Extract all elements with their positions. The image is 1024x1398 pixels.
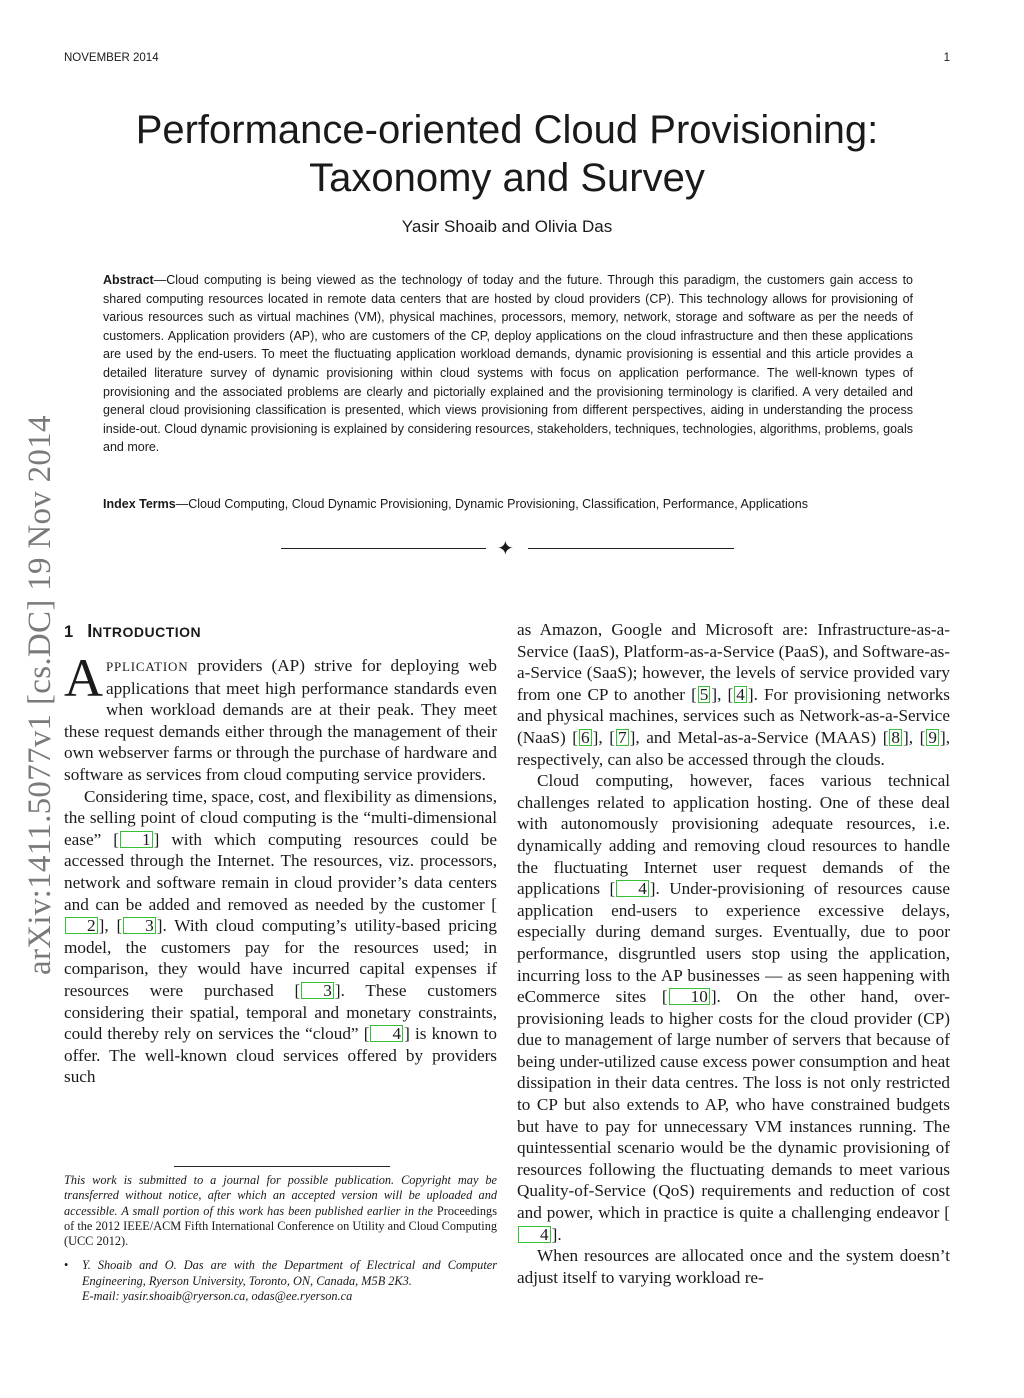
author-emails: E-mail: yasir.shoaib@ryerson.ca, odas@ee.ryerson.ca: [82, 1289, 353, 1304]
citation-link[interactable]: 1: [120, 831, 153, 848]
bullet-icon: •: [64, 1258, 69, 1273]
paragraph-text: with which computing resources could be accessed through the Internet. The resources, viz. processors, network and software remain in cloud provider’s data centers and can be added and removed as needed by the customer: [64, 829, 497, 914]
paragraph: Considering time, space, cost, and flexibility as dimensions, the selling point of cloud computing is the “multi-dimensional ease” [ 1 ] with which computing resources could be accessed through the Internet. The resources, viz. processors, network and software remain in cloud provider’s data centers and can be added and removed as needed by the customer [2 ], [ 3 ]. With cloud computing’s utility-based pricing model, the customers pay for the resources used; in comparison, they would have incurred capital expenses if resources were purchased [ 3 ]. These customers considering their spatial, temporal and monetary constraints, could thereby rely on services the “cloud” [ 4 ] is known to offer. The well-known cloud services offered by providers such: [64, 786, 497, 1087]
citation-link[interactable]: 8: [891, 727, 901, 747]
paragraph: Cloud computing, however, faces various technical challenges related to application hosting. One of these deal with autonomously provisioning adequate resources, i.e. dynamically adding and removing cloud resources to handle the fluctuating Internet user request demands of the applications [ 4 ]. Under-provisioning of resources cause application end-users to experience excessive delays, especially during demand surges. Eventually, due to poor performance, disgruntled users stop using the application, incurring loss to the AP businesses — as seen happening with eCommerce sites [ 10 ]. On the other hand, over-provisioning leads to higher costs for the cloud provider (CP) due to management of large number of servers that because of being under-utilized cause excess power consumption and heat dissipation in their data centres. The loss is not only restricted to CP but also extends to AP, who have constrained budgets but have to pay for unnecessary VM instances running. The quintessential scenario would be the dynamic provisioning of resources following the fluctuating demands to meet various Quality-of-Service (QoS) requirements and reduction of cost and power, which in practice is quite a challenging endeavor [4 ].: [517, 771, 951, 1244]
section-title-initial: I: [87, 621, 93, 641]
citation-link[interactable]: 3: [123, 917, 156, 934]
section-title-rest: NTRODUCTION: [92, 624, 202, 640]
small-caps-lead: PPLICATION: [106, 659, 189, 674]
drop-cap: A: [64, 648, 103, 708]
citation-link[interactable]: 6: [581, 727, 590, 747]
paragraph-text: . Under-provisioning of resources cause application end-users to experience excessive delays, especially during demand surges. Eventually, due to poor performance, disgruntled users stop using the application, incurring loss to the AP businesses — as seen happening with eCommerce sites: [517, 879, 950, 1007]
abstract: [103, 271, 913, 457]
paragraph-text: Considering time, space, cost, and flexibility as dimensions, the selling point of cloud computing is the “multi-dimensional ease”: [64, 786, 497, 849]
citation-link[interactable]: 9: [928, 727, 937, 747]
divider-rule-left: [281, 548, 486, 549]
title-line-1: Performance-oriented Cloud Provisioning:: [135, 108, 879, 152]
paragraph-text: ,: [598, 727, 610, 747]
section-divider: [0, 538, 1024, 560]
citation-link[interactable]: 10: [669, 988, 710, 1005]
paragraph: [517, 1245, 950, 1288]
paragraph-text: . On the other hand, over-provisioning leads to higher costs for the cloud provider (CP) due to management of large number of servers that because of being under-utilized cause excess power consumption and heat dissipation in their data centres. The loss is not only restricted to CP but also extends to AP, who have constrained budgets but have to pay for unnecessary VM instances running. The quintessential scenario would be the dynamic provisioning of resources following the fluctuating demands to meet various Quality-of-Service (QoS) requirements and reduction of cost and power, which in practice is quite a challenging endeavor: [517, 987, 951, 1223]
abstract-text: —Cloud computing is being viewed as the technology of today and the future. Through this paradigm, the customers gain access to shared computing resources located in remote data centers that are hosted by cloud providers (CP). This technology allows for provisioning of various resources such as virtual machines (VM), physical machines, processors, memory, network, storage and software as per the needs of customers. Application providers (AP), who are customers of the CP, deploy applications on the cloud infrastructure and then these applications are used by the end-users. To meet the fluctuating application workload demands, dynamic provisioning is essential and this article provides a detailed literature survey of dynamic provisioning within cloud systems with focus on application performance. The well-known types of provisioning and the associated problems are clearly and pictorially explained and the provisioning terminology is clarified. A very detailed and general cloud provisioning classification is presented, which views provisioning from different perspectives, aiding in understanding the process inside-out. Cloud dynamic provisioning is explained by considering resources, stakeholders, techniques, technologies, algorithms, problems, goals and more.: [103, 273, 913, 455]
paragraph: [64, 648, 497, 786]
paragraph-text: . With cloud computing’s utility-based pricing model, the customers pay for the resources used; in comparison, they would have incurred capital expenses if resources were purchased: [64, 916, 497, 1000]
paragraph-text: .: [557, 1224, 562, 1244]
footnote-note: [64, 1173, 497, 1249]
paragraph-text: When resources are allocated once and the system doesn’t adjust itself to varying workload re-: [517, 1246, 950, 1287]
right-column: [517, 619, 950, 1288]
footnote: [64, 1173, 497, 1304]
citation-link[interactable]: 2: [65, 917, 98, 934]
paragraph-text: ,: [717, 684, 728, 704]
footnote-rule: [174, 1166, 390, 1167]
paragraph-text: is known to offer. The well-known cloud services offered by providers such: [64, 1024, 497, 1087]
left-column: [64, 619, 497, 1088]
paragraph-text: , and Metal-as-a-Service (MAAS): [635, 727, 883, 747]
citation-link[interactable]: 4: [370, 1025, 403, 1042]
citation-link[interactable]: 4: [616, 880, 649, 897]
divider-rule-right: [528, 548, 734, 549]
footnote-proceedings: Proceedings of the 2012 IEEE/ACM Fifth International Conference on Utility and Cloud Computing (UCC 2012).: [64, 1203, 497, 1249]
citation-link[interactable]: 4: [736, 684, 745, 704]
footnote-affiliation: [64, 1258, 497, 1304]
index-terms-text: —Cloud Computing, Cloud Dynamic Provisioning, Dynamic Provisioning, Classification, Performance, Applications: [175, 497, 808, 511]
page-number: 1: [943, 52, 950, 64]
paragraph-text: ,: [104, 916, 117, 936]
citation-link[interactable]: 5: [699, 684, 709, 704]
title-line-2: Taxonomy and Survey: [309, 156, 705, 200]
paragraph-text: . For provisioning networks and physical machines, services such as Network-as-a-Service (NaaS): [517, 684, 950, 747]
citation-link[interactable]: 7: [617, 727, 627, 747]
paragraph-text: providers (AP) strive for deploying web applications that meet high performance standards even when workload demands are at their peak. They meet these request demands either through the management of their own webserver farms or through the purchase of hardware and software as services from cloud computing service providers.: [64, 656, 497, 784]
paragraph-text: ,: [908, 727, 920, 747]
paragraph-text: . These customers considering their spatial, temporal and monetary constraints, could thereby rely on services the “cloud”: [64, 980, 497, 1044]
section-number: 1: [64, 623, 74, 641]
abstract-label: Abstract: [103, 273, 154, 287]
index-terms-label: Index Terms: [103, 497, 176, 511]
authors: Yasir Shoaib and Olivia Das: [401, 217, 613, 236]
footnote-italic-text: This work is submitted to a journal for possible publication. Copyright may be transferred without notice, after which an accepted version will be uploaded and accessible. A small portion of this work has been published earlier in the: [64, 1173, 497, 1218]
paragraph-text: Cloud computing, however, faces various technical challenges related to application hosting. One of these deal with autonomously provisioning adequate resources, i.e. dynamically adding and removing cloud resources to handle the fluctuating Internet user request demands of the applications: [517, 771, 950, 899]
arxiv-identifier-stamp: arXiv:1411.5077v1 [cs.DC] 19 Nov 2014: [22, 415, 58, 975]
running-head-date: NOVEMBER 2014: [64, 52, 159, 64]
index-terms: [103, 495, 913, 514]
running-head: [64, 52, 950, 68]
citation-link[interactable]: 4: [518, 1226, 551, 1243]
paragraph-text: , respectively, can also be accessed through the clouds.: [517, 727, 951, 769]
paragraph: as Amazon, Google and Microsoft are: Infrastructure-as-a-Service (IaaS), Platform-as-a-Service (PaaS), and Software-as-a-Service (SaaS); however, the levels of service provided vary from one CP to another [ 5 ], [ 4 ]. For provisioning networks and physical machines, services such as Network-as-a-Service (NaaS) [ 6 ], [ 7 ], and Metal-as-a-Service (MAAS) [ 8 ], [ 9 ], respectively, can also be accessed through the clouds.: [517, 620, 951, 769]
paragraph-text: as Amazon, Google and Microsoft are: Infrastructure-as-a-Service (IaaS), Platform-as-a-Service (PaaS), and Software-as-a-Service (SaaS); however, the levels of service provided vary from one CP to another: [517, 620, 950, 704]
divider-star-icon: ✦: [497, 538, 514, 560]
section-heading: [64, 619, 497, 643]
affiliation-text: Y. Shoaib and O. Das are with the Department of Electrical and Computer Engineering, Ryerson University, Toronto, ON, Canada, M5B 2K3.: [82, 1258, 497, 1288]
citation-link[interactable]: 3: [301, 982, 334, 999]
paper-title: [64, 106, 950, 202]
